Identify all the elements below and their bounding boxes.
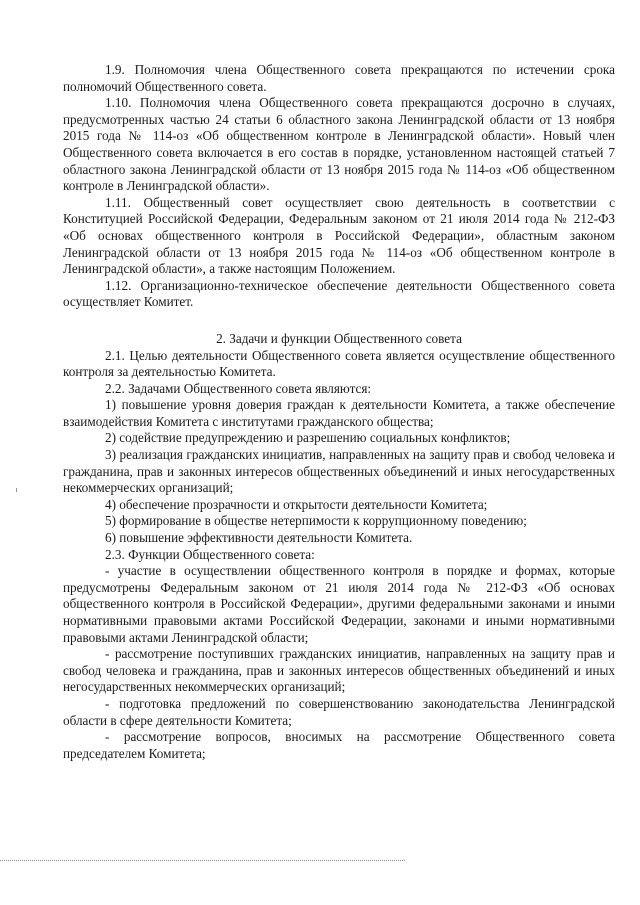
function-item-3: - подготовка предложений по совершенствованию законодательства Ленинградской области в сфере деятельности Комитета;	[63, 695, 615, 728]
scan-bottom-rule	[0, 860, 405, 861]
task-item-1: 1) повышение уровня доверия граждан к деятельности Комитета, а также обеспечение взаимодействия Комитета с институтами гражданского общества;	[63, 397, 615, 429]
scan-margin-mark	[16, 488, 17, 492]
task-item-3: 3) реализация гражданских инициатив, направленных на защиту прав и свобод человека и гражданина, прав и законных интересов общественных объединений и иных негосударственных некоммерческих организаций;	[63, 447, 615, 496]
section-2-heading: 2. Задачи и функции Общественного совета	[216, 330, 462, 346]
paragraph-2-3: 2.3. Функции Общественного совета:	[105, 546, 315, 562]
paragraph-1-12: 1.12. Организационно-техническое обеспечение деятельности Общественного совета осуществляет Комитет.	[63, 277, 615, 310]
task-item-6: 6) повышение эффективности деятельности Комитета.	[105, 530, 413, 546]
task-item-2: 2) содействие предупреждению и разрешению социальных конфликтов;	[105, 430, 511, 446]
function-item-2: - рассмотрение поступивших гражданских инициатив, направленных на защиту прав и свобод человека и гражданина, прав и законных интересов общественных объединений и иных негосударственных некоммерческих организаций;	[63, 646, 615, 695]
paragraph-1-10: 1.10. Полномочия члена Общественного совета прекращаются досрочно в случаях, предусмотренных частью 24 статьи 6 областного закона Ленинградской области от 13 ноября 2015 года № 114-оз «Об общественном контроле в Ленинградской области». Новый член Общественного совета включается в его состав в порядке, установленном настоящей статьей 7 областного закона Ленинградской области от 13 ноября 2015 года № 114-оз «Об общественном контроле в Ленинградской области».	[63, 95, 615, 194]
task-item-5: 5) формирование в обществе нетерпимости к коррупционному поведению;	[105, 513, 527, 529]
paragraph-1-9: 1.9. Полномочия члена Общественного совета прекращаются по истечении срока полномочий Общественного совета.	[63, 62, 615, 94]
paragraph-2-2: 2.2. Задачами Общественного совета являются:	[105, 380, 372, 396]
function-item-1: - участие в осуществлении общественного контроля в порядке и формах, которые предусмотрены Федеральным законом от 21 июля 2014 года № 212-ФЗ «Об основах общественного контроля в Российской Федерации», другими федеральными законами и иными нормативными правовыми актами Российской Федерации, законами и иными нормативными правовыми актами Ленинградской области;	[63, 563, 615, 645]
function-item-4: - рассмотрение вопросов, вносимых на рассмотрение Общественного совета председателем Комитета;	[63, 729, 615, 761]
document-page	[63, 62, 615, 762]
task-item-4: 4) обеспечение прозрачности и открытости деятельности Комитета;	[105, 496, 488, 512]
paragraph-1-11: 1.11. Общественный совет осуществляет свою деятельность в соответствии с Конституцией Российской Федерации, Федеральным законом от 21 июля 2014 года № 212-ФЗ «Об основах общественного контроля в Российской Федерации», областным законом Ленинградской области от 13 ноября 2015 года № 114-оз «Об общественном контроле в Ленинградской области», а также настоящим Положением.	[63, 194, 615, 277]
paragraph-2-1: 2.1. Целью деятельности Общественного совета является осуществление общественного контроля за деятельностью Комитета.	[63, 347, 615, 380]
